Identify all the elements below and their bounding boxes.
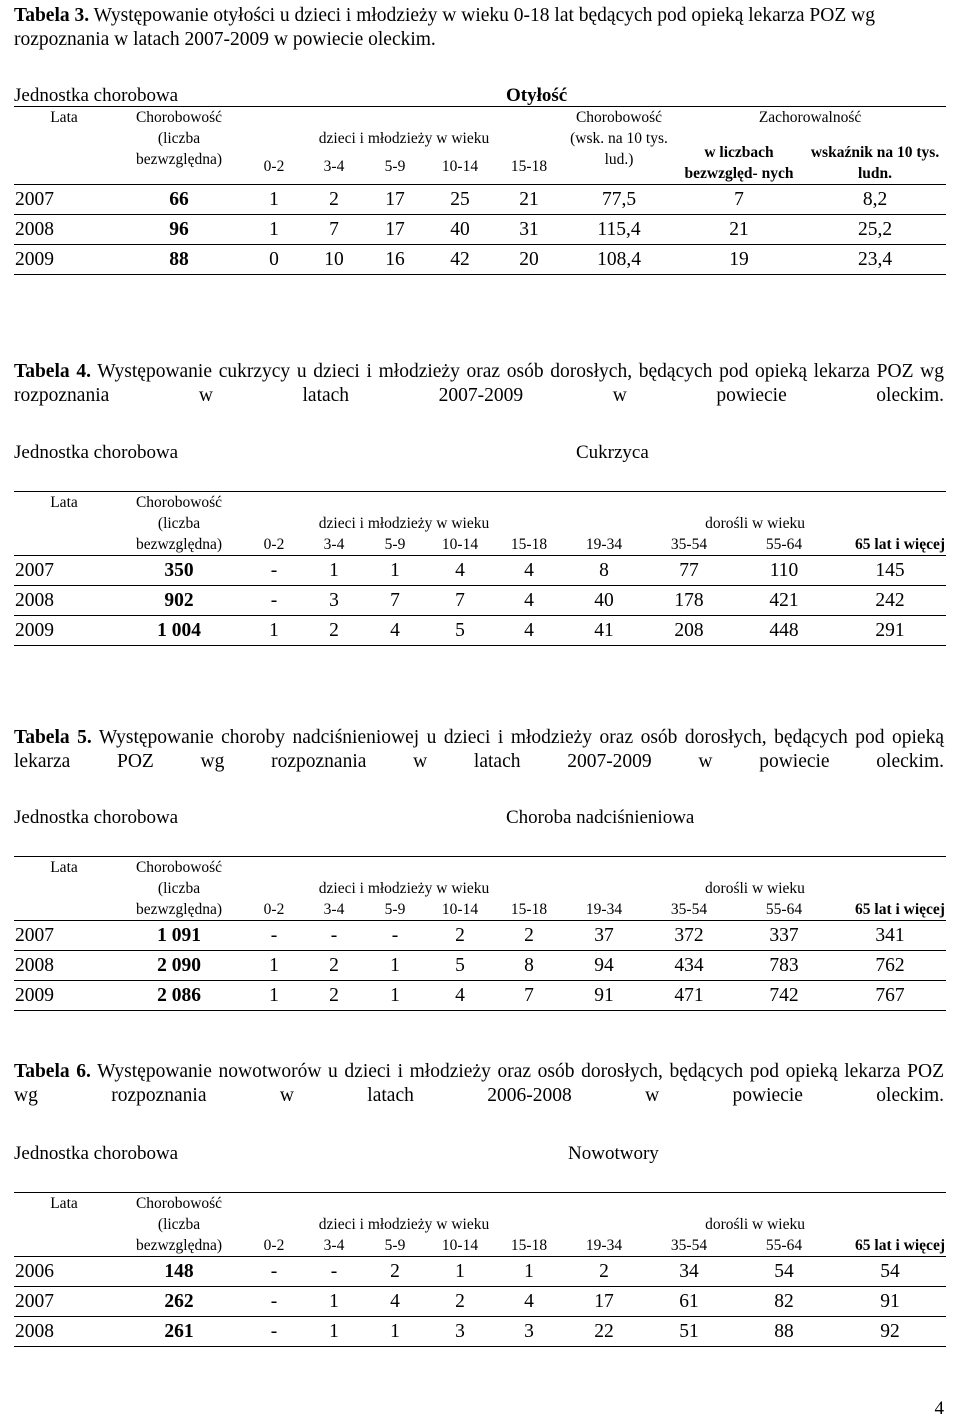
table3-prevalence-rate-header: Chorobowość (wsk. na 10 tys. lud.): [564, 107, 674, 185]
table3-age-3-4: 3-4: [323, 157, 345, 175]
table6-cancer: [14, 1144, 946, 1347]
table4-age-19-34: 19-34: [585, 536, 623, 553]
table6-age-10-14: 10-14: [441, 1237, 479, 1254]
table6-caption: [14, 1060, 944, 1108]
table-row: 2006 148 - - 2 1 1 2 34 54 54: [14, 1257, 946, 1287]
table4-age-55-64: 55-64: [765, 536, 803, 553]
table5-age-55-64: 55-64: [765, 901, 803, 918]
table5-hypertension: [14, 808, 946, 1011]
table3-abs-numbers-header: w liczbach bezwzględ- nych: [684, 144, 794, 182]
table6-disease-header: Nowotwory: [568, 1143, 659, 1164]
table6-children-group-header: dzieci i młodzieży w wieku: [318, 1216, 490, 1233]
table4-years-header: Lata: [14, 492, 114, 556]
table-row: 2007 262 - 1 4 2 4 17 61 82 91: [14, 1287, 946, 1317]
table5-age-35-54: 35-54: [670, 901, 708, 918]
table3-disease-header: Otyłość: [506, 85, 568, 106]
table4-children-group-header: dzieci i młodzieży w wieku: [318, 515, 490, 532]
table5-number: Tabela 5.: [14, 727, 92, 748]
table5-disease-header: Choroba nadciśnieniowa: [506, 807, 695, 828]
table5-age-10-14: 10-14: [441, 901, 479, 918]
table4-age-65-plus: 65 lat i więcej: [855, 536, 945, 553]
table6-age-65-plus: 65 lat i więcej: [855, 1237, 945, 1254]
table4-age-15-18: 15-18: [510, 536, 548, 553]
table5-age-5-9: 5-9: [384, 901, 406, 918]
table6-age-15-18: 15-18: [510, 1237, 548, 1254]
table-row: 2008 96 1 7 17 40 31 115,4 21 25,2: [14, 215, 946, 245]
table5-age-3-4: 3-4: [323, 901, 345, 918]
table5-age-65-plus: 65 lat i więcej: [855, 901, 945, 918]
table3-age-15-18: 15-18: [510, 157, 548, 175]
table6-prevalence-abs-header: Chorobowość (liczba bezwzględna): [114, 1193, 244, 1257]
table3-age-0-2: 0-2: [263, 157, 285, 175]
page-number: 4: [934, 1398, 944, 1419]
table4-age-10-14: 10-14: [441, 536, 479, 553]
table5-adults-group-header: dorośli w wieku: [705, 880, 805, 897]
table-row: 2007 1 091 - - - 2 2 37 372 337 341: [14, 921, 946, 951]
table3-age-10-14: 10-14: [441, 157, 479, 175]
table-row: 2008 902 - 3 7 7 4 40 178 421 242: [14, 586, 946, 616]
table4-number: Tabela 4.: [14, 361, 91, 382]
table5-children-group-header: dzieci i młodzieży w wieku: [318, 880, 490, 897]
table-row: 2009 2 086 1 2 1 4 7 91 471 742 767: [14, 981, 946, 1011]
table6-years-header: Lata: [14, 1193, 114, 1257]
table6-age-5-9: 5-9: [384, 1237, 406, 1254]
table3-rate-header: wskaźnik na 10 tys. ludn.: [810, 144, 940, 182]
table3-children-group-header: dzieci i młodzieży w wieku: [318, 130, 490, 147]
table3-incidence-header: Zachorowalność: [674, 107, 946, 129]
table-row: 2008 2 090 1 2 1 5 8 94 434 783 762: [14, 951, 946, 981]
table3-prevalence-abs-header: Chorobowość (liczba bezwzględna): [114, 107, 244, 185]
table3-number: Tabela 3.: [14, 5, 90, 26]
table4-disease-header: Cukrzyca: [576, 442, 649, 463]
table5-years-header: Lata: [14, 857, 114, 921]
table5-caption: [14, 726, 944, 774]
table5-title: Występowanie choroby nadciśnieniowej u dzieci i młodzieży oraz osób dorosłych, będących pod opieką lekarza POZ wg rozpoznania w latach 2007-2009 w powiecie oleckim.: [14, 727, 944, 772]
table3-age-5-9: 5-9: [384, 157, 406, 175]
table3-years-header: Lata: [14, 107, 114, 185]
table5-age-19-34: 19-34: [585, 901, 623, 918]
table4-title: Występowanie cukrzycy u dzieci i młodzieży oraz osób dorosłych, będących pod opieką lekarza POZ wg rozpoznania w latach 2007-2009 w powiecie oleckim.: [14, 361, 944, 406]
table6-age-35-54: 35-54: [670, 1237, 708, 1254]
table5-age-0-2: 0-2: [263, 901, 285, 918]
table4-diabetes: [14, 443, 946, 646]
table4-age-5-9: 5-9: [384, 536, 406, 553]
table4-age-35-54: 35-54: [670, 536, 708, 553]
table6-adults-group-header: dorośli w wieku: [705, 1216, 805, 1233]
table6-age-3-4: 3-4: [323, 1237, 345, 1254]
table3-title: Występowanie otyłości u dzieci i młodzieży w wieku 0-18 lat będących pod opieką lekarza POZ wg rozpoznania w latach 2007-2009 w powiecie oleckim.: [14, 5, 875, 50]
table6-age-55-64: 55-64: [765, 1237, 803, 1254]
table6-unit-header: Jednostka chorobowa: [14, 1143, 179, 1164]
table-row: 2009 1 004 1 2 4 5 4 41 208 448 291: [14, 616, 946, 646]
table4-age-3-4: 3-4: [323, 536, 345, 553]
table6-number: Tabela 6.: [14, 1061, 91, 1082]
table4-prevalence-abs-header: Chorobowość (liczba bezwzględna): [114, 492, 244, 556]
table5-age-15-18: 15-18: [510, 901, 548, 918]
table5-unit-header: Jednostka chorobowa: [14, 807, 179, 828]
table-row: 2007 350 - 1 1 4 4 8 77 110 145: [14, 556, 946, 586]
table5-prevalence-abs-header: Chorobowość (liczba bezwzględna): [114, 857, 244, 921]
table4-age-0-2: 0-2: [263, 536, 285, 553]
table4-unit-header: Jednostka chorobowa: [14, 442, 179, 463]
table3-obesity: [14, 86, 946, 275]
table6-age-0-2: 0-2: [263, 1237, 285, 1254]
table-row: 2007 66 1 2 17 25 21 77,5 7 8,2: [14, 185, 946, 215]
table6-title: Występowanie nowotworów u dzieci i młodzieży oraz osób dorosłych, będących pod opieką lekarza POZ wg rozpoznania w latach 2006-2008 w powiecie oleckim.: [14, 1061, 944, 1106]
table6-age-19-34: 19-34: [585, 1237, 623, 1254]
table4-caption: [14, 360, 944, 408]
table3-caption: [14, 4, 944, 52]
table-row: 2008 261 - 1 1 3 3 22 51 88 92: [14, 1317, 946, 1347]
table4-adults-group-header: dorośli w wieku: [705, 515, 805, 532]
table-row: 2009 88 0 10 16 42 20 108,4 19 23,4: [14, 245, 946, 275]
table3-unit-header: Jednostka chorobowa: [14, 85, 179, 106]
